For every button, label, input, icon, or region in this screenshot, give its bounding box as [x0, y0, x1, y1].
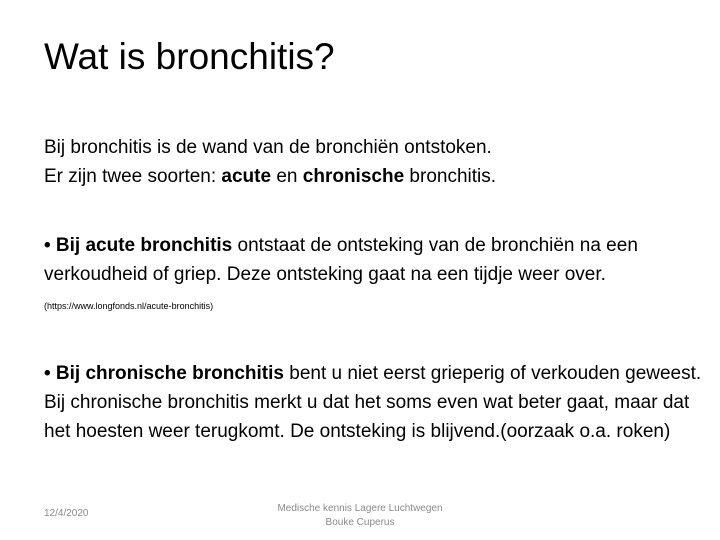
intro-chronic-term: chronische — [302, 166, 405, 187]
footer-course: Medische kennis Lagere Luchtwegen — [277, 503, 443, 514]
intro-acute-term: acute — [221, 166, 272, 187]
bullet-acute-text: ontstaat de ontsteking van de bronchiën na een verkoudheid of griep. Deze ontsteking gaat na een tijdje weer over. — [44, 235, 638, 285]
bullet-chronic-heading: • Bij chronische bronchitis — [44, 363, 284, 384]
bullet-chronic-text: bent u niet eerst grieperig of verkouden geweest. Bij chronische bronchitis merkt u dat het soms even wat beter gaat, maar dat het hoesten weer terugkomt. De ontsteking is blijvend.(oorzaak o.a. roken) — [44, 363, 702, 442]
intro-line-2 — [44, 162, 694, 191]
source-link: (https://www.longfonds.nl/acute-bronchitis) — [44, 301, 214, 311]
bullet-acute-heading: • Bij acute bronchitis — [44, 235, 233, 256]
intro-line-2-before: Er zijn twee soorten: — [44, 166, 222, 187]
intro-line-2-mid: en — [271, 166, 303, 187]
bullet-acute — [44, 231, 704, 318]
intro-text — [44, 133, 694, 191]
footer-author: Bouke Cuperus — [325, 517, 395, 528]
footer-date: 12/4/2020 — [44, 508, 89, 519]
footer-center — [255, 502, 465, 530]
bullet-chronic — [44, 359, 704, 446]
intro-line-2-after: bronchitis. — [404, 166, 497, 187]
slide-title: Wat is bronchitis? — [44, 36, 335, 77]
intro-line-1: Bij bronchitis is de wand van de bronchiën ontstoken. — [44, 137, 492, 158]
